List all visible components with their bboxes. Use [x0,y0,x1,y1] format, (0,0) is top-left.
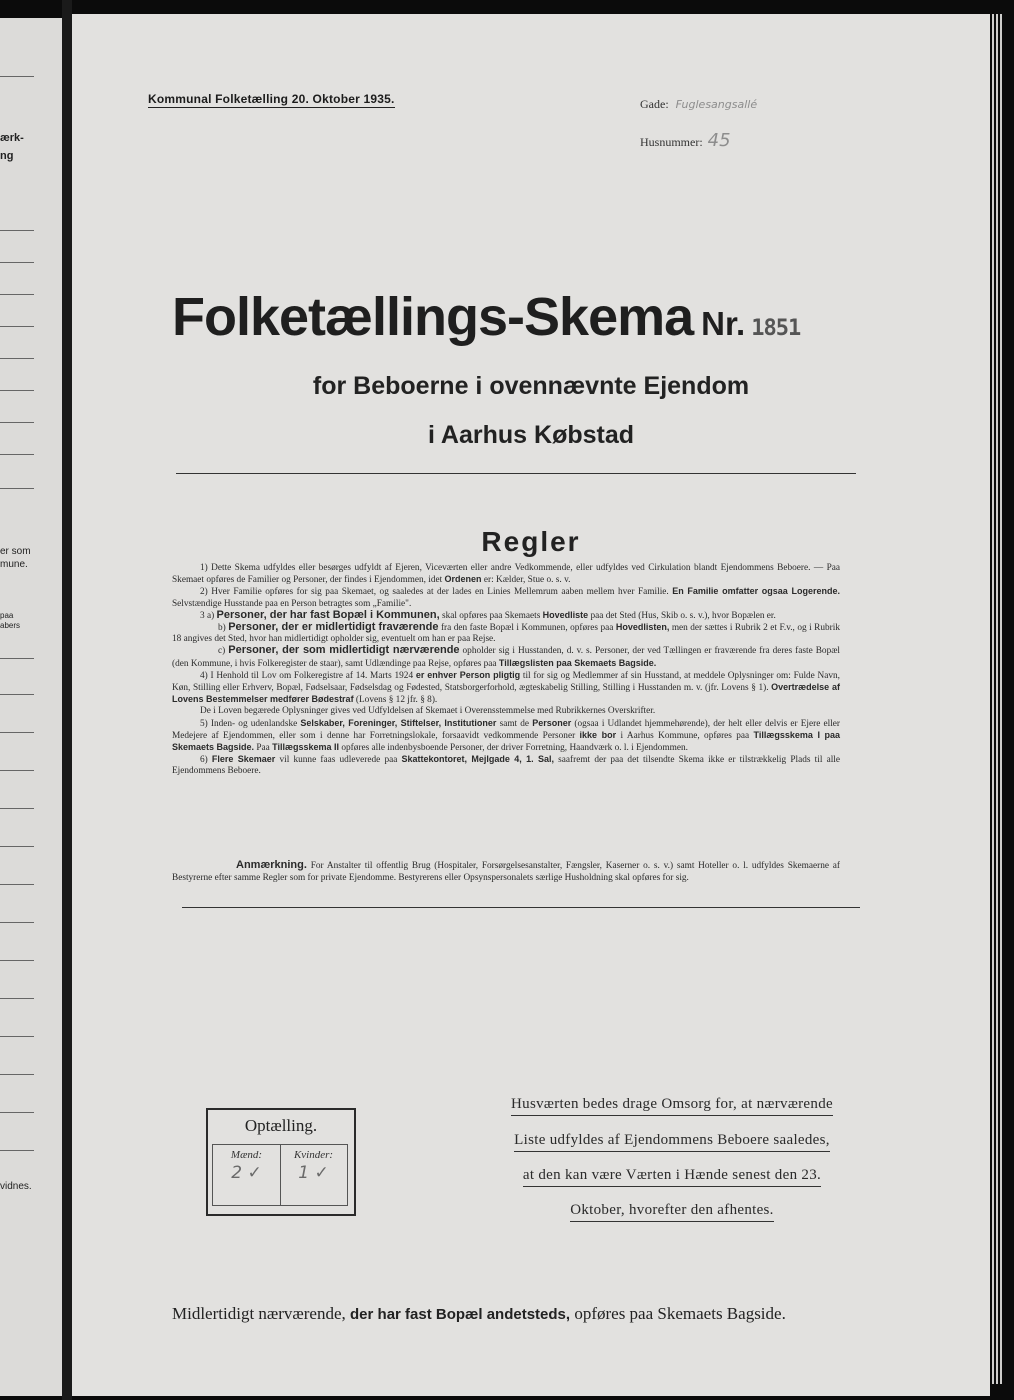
divider [182,907,860,908]
men-label: Mænd: [230,1149,263,1161]
count-title: Optælling. [244,1116,318,1135]
rule-3b: b) Personer, der er midlertidigt fraværende fra den faste Bopæl i Kommunen, opføres paa Hovedlisten, men der sættes i Rubrik 2 et F.v., og i Rubrik 18 angives det Sted, hvor han midlertidigt opholder sig, eventuelt om han er paa Rejse. [172,621,840,645]
left-fragment: abers [0,621,21,630]
left-rule [0,76,34,77]
left-rule [0,422,34,423]
left-fragment: paa [0,611,14,620]
left-fragment: vidnes. [0,1181,32,1192]
page-edge [1000,14,1002,1384]
left-rule [0,998,34,999]
form-number-label: Nr. [701,305,746,342]
rules-text [172,563,840,778]
left-rule [0,658,34,659]
left-rule [0,262,34,263]
left-rule [0,960,34,961]
left-rule [0,1074,34,1075]
page-edge [992,14,994,1384]
footer-note: Midlertidigt nærværende, der har fast Bopæl andetsteds, opføres paa Skemaets Bagside. [172,1304,786,1323]
form-subtitle-city: i Aarhus Købstad [427,421,635,449]
book-spine [62,0,72,1400]
rule-3a: 3 a) Personer, der har fast Bopæl i Kommunen, skal opføres paa Skemaets Hovedliste paa det Sted (Hus, Skib o. s. v.), hvor Bopælen er. [200,608,776,621]
page-edge [996,14,998,1384]
remark-paragraph [172,860,840,885]
left-rule [0,326,34,327]
form-subtitle: for Beboerne i ovennævnte Ejendom [312,372,750,400]
form-title [172,286,800,348]
men-count: 2 ✓ [231,1163,262,1183]
count-table [212,1144,348,1206]
left-rule [0,294,34,295]
left-rule [0,1112,34,1113]
left-rule [0,732,34,733]
left-fragment: mune. [0,559,28,570]
left-page-fragment [0,18,62,1396]
notice-line: Liste udfyldes af Ejendommens Beboere saaledes, [502,1132,842,1149]
rule-4-note: De i Loven begærede Oplysninger gives ved Udfyldelsen af Skemaet i Overensstemmelse med Rubrikkernes Overskrifter. [200,706,656,717]
left-rule [0,1036,34,1037]
form-title-main: Folketællings-Skema [172,287,694,347]
street-label: Gade: [640,97,669,111]
women-label: Kvinder: [293,1149,334,1161]
census-form-page [72,14,990,1396]
house-number-field [640,130,731,151]
census-header: Kommunal Folketælling 20. Oktober 1935. [148,92,395,106]
left-rule [0,808,34,809]
street-value: Fuglesangsallé [675,98,758,111]
rule-2: 2) Hver Familie opføres for sig paa Skemaet, og saaledes at der lades en Linies Mellemrum aaben mellem hver Familie. En Familie omfatter ogsaa Logerende. Selvstændige Husstande paa en Person betragtes som „Familie". [172,586,840,609]
count-box [206,1108,356,1216]
left-rule [0,390,34,391]
women-count: 1 ✓ [298,1163,329,1183]
left-rule [0,694,34,695]
notice-line: Husværten bedes drage Omsorg for, at nærværende [502,1096,842,1113]
notice-line: at den kan være Værten i Hænde senest den 23. [502,1167,842,1184]
divider [176,473,856,474]
left-rule [0,454,34,455]
remark-label: Anmærkning. [236,859,307,871]
left-rule [0,1150,34,1151]
left-rule [0,488,34,489]
left-rule [0,230,34,231]
form-number-stamp: 1851 [751,316,801,341]
left-fragment: ng [0,150,14,162]
house-number-value: 45 [707,130,731,151]
rule-4: 4) I Henhold til Lov om Folkeregistre af 14. Marts 1924 er enhver Person pligtig til for sig og Medlemmer af sin Husstand, at meddele Oplysninger om: Fulde Navn, Køn, Stilling eller Erhverv, Bopæl, Fødselsaar, Fødselsdag og Fødested, Statsborgerforhold, ægteskabelig Stilling, Stilling i Husstanden m. v. (jfr. Lovens § 1). Overtrædelse af Lovens Bestemmelser medfører Bødestraf (Lovens § 12 jfr. § 8). [172,669,841,706]
rule-5: 5) Inden- og udenlandske Selskaber, Foreninger, Stiftelser, Institutioner samt de Personer (ogsaa i Udlandet hjemmehørende), der helt eller delvis er Ejere eller Medejere af Ejendommen, eller som i denne har Forretningslokale, forsaavidt vedkommende Personer ikke bor i Aarhus Kommune, opføres paa Tillægsskema I paa Skemaets Bagside. Paa Tillægsskema II opføres alle indenbysboende Personer, der driver Forretning, Haandværk o. l. i Ejendommen. [172,717,841,754]
rule-1: 1) Dette Skema udfyldes eller besørges udfyldt af Ejeren, Viceværten eller andre Vedkommende, eller udfyldes ved Cirkulation blandt Ejendommens Beboere. — Paa Skemaet opføres de Familier og Personer, der findes i Ejendommen, idet Ordenen er: Kælder, Stue o. s. v. [172,563,840,586]
left-fragment: ærk- [0,132,24,144]
house-number-label: Husnummer: [640,135,703,149]
notice-line: Oktober, hvorefter den afhentes. [502,1202,842,1219]
left-rule [0,846,34,847]
rule-6: 6) Flere Skemaer vil kunne faas udleverede paa Skattekontoret, Mejlgade 4, 1. Sal, saafremt der paa det tilsendte Skema ikke er tilstrækkelig Plads til alle Ejendommens Beboere. [172,754,840,777]
remark-text: For Anstalter til offentlig Brug (Hospitaler, Forsørgelsesanstalter, Fængsler, Kaserner o. s. v.) samt Hoteller o. l. udfyldes Skemaerne af Bestyrerne efter samme Regler som for private Ejendomme. Bestyrerens eller Opsynspersonalets særlige Husholdning skal opføres for sig. [172,861,840,883]
street-field [640,97,757,112]
left-fragment: er som [0,546,31,557]
left-rule [0,884,34,885]
rules-heading: Regler [481,526,581,557]
left-rule [0,922,34,923]
left-rule [0,358,34,359]
left-rule [0,770,34,771]
rule-3c: c) Personer, der som midlertidigt nærværende opholder sig i Husstanden, d. v. s. Personer, der ved Tællingen er fraværende fra deres faste Bopæl (den Kommune, i hvis Folkeregister de staar), samt Udlændinge paa Rejse, opføres paa Tillægslisten paa Skemaets Bagside. [172,644,840,669]
